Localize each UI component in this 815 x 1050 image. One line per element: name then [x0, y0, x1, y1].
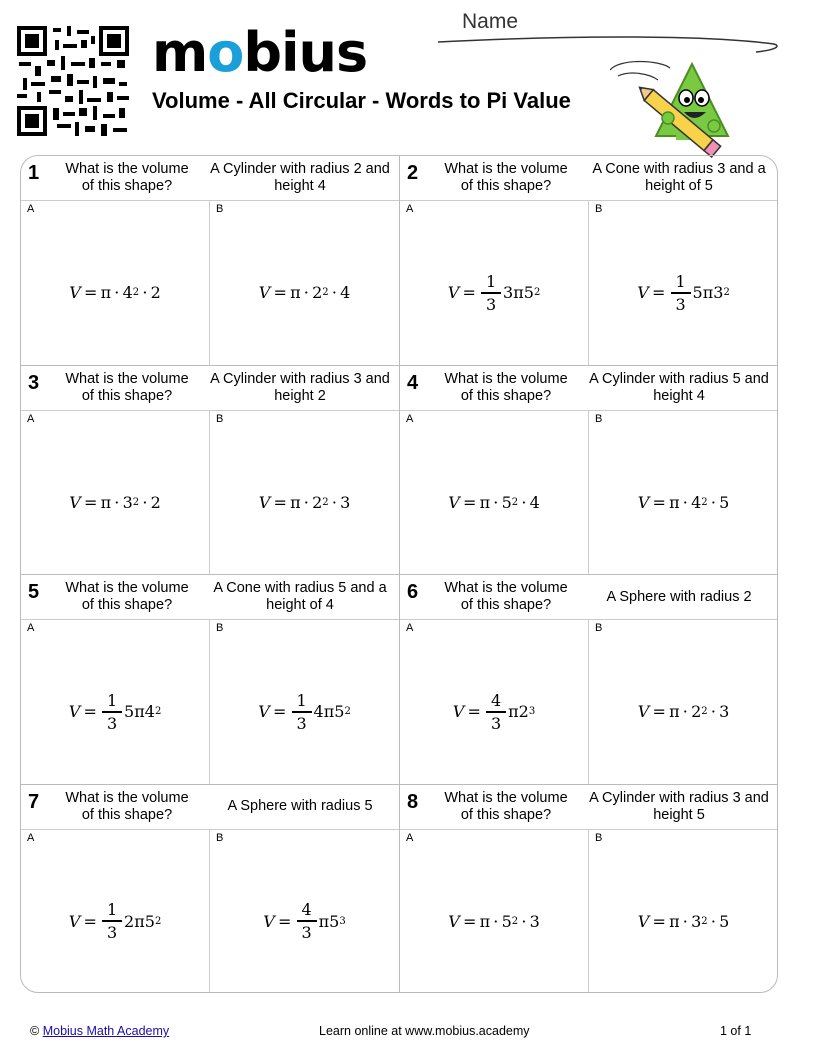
- formula-var: V: [258, 702, 270, 721]
- formula-radius: 2: [312, 492, 323, 512]
- formula-pi: π ·: [669, 702, 692, 721]
- answer-option-a[interactable]: [21, 619, 210, 784]
- problem-header: [21, 575, 399, 620]
- question-prompt: What is the volume of this shape?: [444, 789, 568, 823]
- option-label: A: [406, 203, 414, 215]
- shape-description: A Cone with radius 3 and a height of 5: [592, 161, 766, 194]
- question-prompt: What is the volume of this shape?: [65, 370, 189, 404]
- formula-exponent: 2: [723, 287, 730, 298]
- formula-var: V: [69, 492, 81, 512]
- volume-formula: [210, 430, 399, 575]
- formula-coefficient: 4: [313, 702, 324, 721]
- formula-height: 2: [150, 492, 161, 512]
- problem-number: 2: [407, 162, 419, 184]
- problem-4: [400, 366, 778, 576]
- option-label: B: [595, 622, 603, 634]
- fraction-denominator: 3: [491, 713, 502, 733]
- formula-equals: =: [80, 911, 101, 931]
- formula-radius: 3: [122, 492, 133, 512]
- answer-option-a[interactable]: [400, 410, 589, 575]
- question-prompt: What is the volume of this shape?: [444, 580, 568, 613]
- volume-formula: [21, 639, 209, 784]
- option-label: A: [27, 622, 35, 634]
- formula-pi: π ·: [479, 911, 502, 931]
- formula-dot: ·: [139, 283, 151, 302]
- formula-var: V: [263, 911, 275, 931]
- formula-exponent: 2: [701, 706, 708, 717]
- fraction-numerator: 1: [675, 271, 686, 291]
- formula-equals: =: [649, 492, 670, 512]
- formula-radius: 3: [691, 911, 702, 931]
- worksheet-title: Volume - All Circular - Words to Pi Value: [152, 88, 571, 113]
- formula-fraction: [671, 271, 691, 315]
- fraction-numerator: 4: [301, 900, 312, 919]
- formula-dot: ·: [328, 492, 341, 512]
- formula-exponent: 2: [132, 287, 140, 298]
- answer-option-b[interactable]: [210, 200, 399, 365]
- answer-option-a[interactable]: [21, 200, 210, 365]
- formula-coefficient: 3: [503, 283, 514, 302]
- volume-formula: [400, 430, 588, 575]
- formula-var: V: [637, 911, 650, 931]
- formula-equals: =: [274, 911, 295, 931]
- answer-option-a[interactable]: [400, 619, 589, 784]
- formula-pi: π ·: [290, 283, 313, 302]
- option-label: B: [595, 412, 603, 425]
- answer-option-b[interactable]: [589, 200, 778, 365]
- option-label: A: [27, 412, 35, 425]
- formula-var: V: [258, 283, 271, 302]
- formula-fraction: [481, 271, 501, 315]
- problem-header: [400, 575, 778, 620]
- fraction-numerator: 1: [106, 690, 118, 710]
- formula-equals: =: [269, 702, 290, 721]
- option-label: B: [216, 831, 224, 844]
- problem-number: 4: [407, 371, 419, 394]
- problem-number: 6: [407, 581, 419, 603]
- problem-2: [400, 156, 778, 366]
- formula-equals: =: [459, 283, 480, 302]
- problem-header: [21, 785, 399, 830]
- formula-equals: =: [270, 283, 291, 302]
- answer-option-a[interactable]: [21, 410, 210, 575]
- formula-coefficient: 2: [124, 911, 135, 931]
- answer-option-a[interactable]: [21, 829, 210, 994]
- formula-fraction: [102, 690, 122, 734]
- formula-equals: =: [80, 702, 101, 721]
- option-label: A: [406, 412, 414, 425]
- pencil-mascot-icon: [610, 40, 745, 160]
- problem-header: [400, 785, 778, 830]
- formula-pi: π: [513, 283, 524, 302]
- formula-exponent: 2: [511, 496, 519, 508]
- answer-option-b[interactable]: [210, 829, 399, 994]
- formula-radius: 4: [122, 283, 133, 302]
- problem-number: 5: [28, 581, 40, 603]
- academy-link[interactable]: Mobius Math Academy: [42, 1024, 170, 1038]
- formula-pi: π ·: [669, 492, 692, 512]
- formula-exponent: 2: [511, 915, 519, 927]
- formula-exponent: 3: [528, 706, 536, 717]
- formula-dot: ·: [328, 283, 341, 302]
- formula-pi: π ·: [290, 492, 313, 512]
- shape-description: A Cylinder with radius 5 and height 4: [589, 370, 769, 404]
- formula-pi: π ·: [100, 492, 123, 512]
- formula-fraction: [486, 690, 506, 734]
- volume-formula: [589, 430, 778, 575]
- problem-number: 8: [407, 790, 419, 813]
- problem-8: [400, 785, 778, 994]
- formula-var: V: [258, 492, 271, 512]
- formula-var: V: [447, 283, 460, 302]
- formula-exponent: 2: [322, 496, 329, 508]
- fraction-numerator: 1: [485, 271, 497, 291]
- formula-var: V: [68, 911, 81, 931]
- formula-coefficient: 5: [692, 283, 703, 302]
- problem-header: [400, 366, 778, 411]
- formula-var: V: [637, 492, 650, 512]
- fraction-denominator: 3: [106, 923, 118, 942]
- answer-option-b[interactable]: [210, 619, 399, 784]
- formula-height: 3: [529, 911, 540, 931]
- volume-formula: [589, 639, 778, 784]
- formula-pi: π: [508, 702, 519, 721]
- formula-height: 3: [719, 702, 730, 721]
- problem-7: [21, 785, 400, 994]
- volume-formula: [21, 849, 209, 994]
- formula-dot: ·: [518, 911, 530, 931]
- formula-dot: ·: [707, 702, 720, 721]
- formula-pi: π: [134, 702, 145, 721]
- fraction-denominator: 3: [301, 923, 312, 942]
- answer-option-b[interactable]: [589, 619, 778, 784]
- fraction-numerator: 4: [491, 690, 502, 710]
- problem-number: 1: [28, 162, 40, 184]
- formula-var: V: [448, 911, 460, 931]
- option-label: B: [216, 203, 224, 215]
- option-label: B: [216, 412, 224, 425]
- brand-logo-text: mobius: [152, 21, 368, 84]
- formula-exponent: 2: [533, 287, 541, 298]
- formula-var: V: [452, 702, 465, 721]
- formula-exponent: 2: [132, 496, 140, 508]
- problem-6: [400, 575, 778, 785]
- formula-equals: =: [649, 702, 670, 721]
- formula-pi: π: [318, 911, 330, 931]
- footer-learn-online: Learn online at www.mobius.academy: [319, 1024, 530, 1038]
- formula-height: 3: [340, 492, 351, 512]
- formula-base: 5: [144, 911, 155, 931]
- option-label: A: [406, 622, 414, 634]
- answer-option-b[interactable]: [210, 410, 399, 575]
- footer-copyright: [30, 1024, 169, 1038]
- formula-pi: π: [702, 283, 714, 302]
- formula-base: 5: [329, 911, 340, 931]
- question-prompt: What is the volume of this shape?: [65, 161, 189, 194]
- formula-height: 5: [719, 911, 730, 931]
- formula-pi: π: [134, 911, 145, 931]
- formula-base: 5: [334, 702, 345, 721]
- formula-exponent: 2: [344, 706, 351, 717]
- volume-formula: [400, 220, 588, 365]
- brand-logo: [152, 21, 368, 84]
- formula-equals: =: [80, 283, 101, 302]
- formula-equals: =: [649, 911, 670, 931]
- volume-formula: [400, 639, 588, 784]
- fraction-denominator: 3: [485, 294, 497, 314]
- option-label: A: [27, 831, 35, 844]
- formula-var: V: [68, 702, 81, 721]
- formula-equals: =: [459, 492, 480, 512]
- formula-equals: =: [459, 911, 480, 931]
- formula-pi: π ·: [479, 492, 502, 512]
- formula-equals: =: [270, 492, 291, 512]
- volume-formula: [400, 849, 588, 994]
- qr-code: [17, 26, 129, 136]
- formula-exponent: 2: [322, 287, 329, 298]
- problem-1: [21, 156, 400, 366]
- volume-formula: [210, 639, 399, 784]
- shape-description: A Sphere with radius 2: [606, 588, 752, 605]
- formula-base: 4: [144, 702, 155, 721]
- formula-base: 3: [713, 283, 724, 302]
- problem-header: [21, 366, 399, 411]
- formula-equals: =: [80, 492, 101, 512]
- formula-height: 4: [340, 283, 351, 302]
- formula-pi: π: [323, 702, 335, 721]
- formula-radius: 5: [501, 492, 512, 512]
- volume-formula: [210, 849, 399, 994]
- formula-exponent: 3: [339, 915, 346, 927]
- formula-radius: 2: [691, 702, 702, 721]
- formula-dot: ·: [707, 911, 720, 931]
- problem-5: [21, 575, 400, 785]
- formula-base: 5: [523, 283, 534, 302]
- formula-height: 5: [719, 492, 730, 512]
- worksheet-grid: [20, 155, 778, 993]
- fraction-denominator: 3: [675, 294, 686, 314]
- answer-option-b[interactable]: [589, 410, 778, 575]
- shape-description: A Sphere with radius 5: [227, 798, 373, 814]
- option-label: B: [595, 831, 603, 844]
- formula-height: 2: [150, 283, 161, 302]
- answer-option-a[interactable]: [400, 829, 589, 994]
- option-label: B: [216, 622, 224, 634]
- formula-var: V: [448, 492, 460, 512]
- option-label: A: [27, 203, 35, 215]
- footer-page-number: 1 of 1: [720, 1024, 752, 1038]
- option-label: B: [595, 203, 603, 215]
- formula-fraction: [297, 899, 317, 943]
- problem-number: 3: [28, 371, 40, 394]
- formula-radius: 5: [501, 911, 512, 931]
- fraction-numerator: 1: [296, 690, 307, 710]
- volume-formula: [210, 220, 399, 365]
- fraction-numerator: 1: [106, 900, 118, 919]
- formula-var: V: [69, 283, 81, 302]
- problem-number: 7: [28, 790, 40, 813]
- formula-var: V: [637, 702, 650, 721]
- formula-var: V: [637, 283, 649, 302]
- answer-option-a[interactable]: [400, 200, 589, 365]
- formula-exponent: 2: [701, 496, 708, 508]
- formula-radius: 2: [312, 283, 323, 302]
- volume-formula: [589, 849, 778, 994]
- formula-dot: ·: [707, 492, 720, 512]
- name-label: Name: [462, 10, 519, 33]
- problem-header: [400, 156, 778, 201]
- formula-base: 2: [518, 702, 529, 721]
- formula-dot: ·: [518, 492, 530, 512]
- shape-description: A Cylinder with radius 3 and height 2: [210, 370, 390, 404]
- volume-formula: [589, 220, 778, 365]
- formula-pi: π ·: [669, 911, 692, 931]
- copyright-symbol: ©: [30, 1024, 40, 1038]
- answer-option-b[interactable]: [589, 829, 778, 994]
- shape-description: A Cylinder with radius 3 and height 5: [589, 789, 769, 823]
- volume-formula: [21, 430, 209, 575]
- formula-equals: =: [464, 702, 485, 721]
- question-prompt: What is the volume of this shape?: [65, 580, 189, 613]
- shape-description: A Cone with radius 5 and a height of 4: [213, 580, 387, 613]
- formula-exponent: 2: [154, 706, 162, 717]
- formula-pi: π ·: [100, 283, 123, 302]
- fraction-denominator: 3: [106, 713, 118, 733]
- volume-formula: [21, 220, 209, 365]
- fraction-denominator: 3: [296, 713, 307, 733]
- formula-fraction: [292, 690, 312, 734]
- formula-exponent: 2: [701, 915, 708, 927]
- problem-3: [21, 366, 400, 576]
- shape-description: A Cylinder with radius 2 and height 4: [210, 161, 390, 194]
- formula-fraction: [102, 899, 122, 943]
- question-prompt: What is the volume of this shape?: [444, 370, 568, 404]
- question-prompt: What is the volume of this shape?: [65, 789, 189, 823]
- formula-coefficient: 5: [124, 702, 135, 721]
- formula-exponent: 2: [154, 915, 162, 927]
- formula-dot: ·: [139, 492, 151, 512]
- formula-height: 4: [529, 492, 540, 512]
- formula-equals: =: [648, 283, 669, 302]
- formula-radius: 4: [691, 492, 702, 512]
- option-label: A: [406, 831, 414, 844]
- problem-header: [21, 156, 399, 201]
- question-prompt: What is the volume of this shape?: [444, 161, 568, 194]
